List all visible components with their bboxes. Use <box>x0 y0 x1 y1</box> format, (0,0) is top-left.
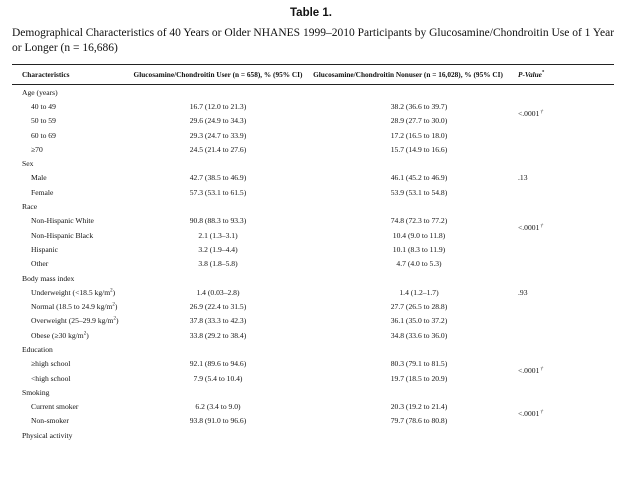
user-value: 3.2 (1.9–4.4) <box>198 244 238 254</box>
table-row <box>12 271 614 285</box>
table-header <box>12 65 614 85</box>
nonuser-value: 1.4 (1.2–1.7) <box>399 287 439 297</box>
row-label: <high school <box>31 373 71 383</box>
table-row <box>12 257 614 271</box>
row-label: Other <box>31 259 49 269</box>
row-label: 40 to 49 <box>31 101 56 111</box>
nonuser-value: 79.7 (78.6 to 80.8) <box>390 416 448 426</box>
row-label: Non-Hispanic Black <box>31 230 94 240</box>
nonuser-value: 10.1 (8.3 to 11.9) <box>392 244 446 254</box>
table-row <box>12 199 614 213</box>
footnote-mark: † <box>540 365 544 372</box>
header-user: Glucosamine/Chondroitin User (n = 658), % (95% CI) <box>130 65 306 85</box>
row-label: 50 to 59 <box>31 116 56 126</box>
row-label: Race <box>22 202 38 212</box>
user-value: 92.1 (89.6 to 94.6) <box>189 359 247 369</box>
table-row <box>12 299 614 313</box>
user-value: 26.9 (22.4 to 31.5) <box>189 302 247 312</box>
table-row <box>12 400 614 414</box>
table-row <box>12 342 614 356</box>
p-value: <.0001† <box>518 222 544 233</box>
row-label: ≥high school <box>31 359 71 369</box>
row-label: Overweight (25–29.9 $kg/m^2$) <box>31 316 119 326</box>
table-row <box>12 314 614 328</box>
row-label: Physical activity <box>22 430 73 440</box>
table-row <box>12 142 614 156</box>
row-label: Hispanic <box>31 244 58 254</box>
table-row <box>12 285 614 299</box>
row-label: Education <box>22 344 53 354</box>
header-characteristics: Characteristics <box>12 65 130 85</box>
user-value: 2.1 (1.3–3.1) <box>198 230 238 240</box>
row-label: Female <box>31 187 54 197</box>
user-value: 57.3 (53.1 to 61.5) <box>189 187 247 197</box>
table-row <box>12 185 614 199</box>
row-label: Obese (≥30 $kg/m^2$) <box>31 330 89 340</box>
table-row <box>12 99 614 113</box>
nonuser-value: 74.8 (72.3 to 77.2) <box>390 216 448 226</box>
row-label: Male <box>31 173 47 183</box>
user-value: 93.8 (91.0 to 96.6) <box>189 416 247 426</box>
nonuser-value: 10.4 (9.0 to 11.8) <box>392 230 446 240</box>
nonuser-value: 38.2 (36.6 to 39.7) <box>390 101 448 111</box>
table-row <box>12 385 614 399</box>
user-value: 42.7 (38.5 to 46.9) <box>189 173 247 183</box>
p-value: .13 <box>518 173 528 183</box>
nonuser-value: 46.1 (45.2 to 46.9) <box>390 173 448 183</box>
user-value: 3.8 (1.8–5.8) <box>198 259 238 269</box>
nonuser-value: 4.7 (4.0 to 5.3) <box>396 259 442 269</box>
table-row <box>12 156 614 170</box>
header-pvalue-mark: * <box>541 70 545 76</box>
footnote-mark: † <box>540 408 544 415</box>
row-label: Sex <box>22 159 34 169</box>
row-label: Current smoker <box>31 402 79 412</box>
table-label: Table 1. <box>290 7 332 19</box>
table-row <box>12 328 614 342</box>
footnote-mark: † <box>540 222 544 229</box>
table-row <box>12 128 614 142</box>
row-label: Body mass index <box>22 273 75 283</box>
p-value: <.0001† <box>518 108 544 119</box>
user-value: 37.8 (33.3 to 42.3) <box>189 316 247 326</box>
table-caption: Demographical Characteristics of 40 Years or Older NHANES 1999–2010 Participants by Glucosamine/Chondroitin Use of 1 Year or Longer (n = 16,686) <box>12 27 615 54</box>
header-row <box>12 65 614 85</box>
row-label: Age (years) <box>22 87 58 97</box>
table-row <box>12 171 614 185</box>
row-label: Normal (18.5 to 24.9 $kg/m^2$) <box>31 302 118 312</box>
user-value: 7.9 (5.4 to 10.4) <box>193 373 243 383</box>
header-pvalue <box>510 65 614 85</box>
nonuser-value: 28.9 (27.7 to 30.0) <box>390 116 448 126</box>
user-value: 29.3 (24.7 to 33.9) <box>189 130 247 140</box>
row-label: ≥70 <box>31 144 43 154</box>
nonuser-value: 20.3 (19.2 to 21.4) <box>390 402 448 412</box>
nonuser-value: 19.7 (18.5 to 20.9) <box>390 373 448 383</box>
row-label: Non-smoker <box>31 416 69 426</box>
nonuser-value: 80.3 (79.1 to 81.5) <box>390 359 448 369</box>
table-row <box>12 214 614 228</box>
user-value: 1.4 (0.03–2.8) <box>196 287 240 297</box>
user-value: 16.7 (12.0 to 21.3) <box>189 101 247 111</box>
user-value: 6.2 (3.4 to 9.0) <box>195 402 241 412</box>
user-value: 33.8 (29.2 to 38.4) <box>189 330 247 340</box>
p-value: .93 <box>518 287 528 297</box>
user-value: 29.6 (24.9 to 34.3) <box>189 116 247 126</box>
table-row <box>12 85 614 100</box>
p-value: <.0001† <box>518 365 544 376</box>
row-label: Underweight (<18.5 $kg/m^2$) <box>31 287 116 297</box>
p-value: <.0001† <box>518 408 544 419</box>
row-label: 60 to 69 <box>31 130 56 140</box>
table-row <box>12 357 614 371</box>
user-value: 24.5 (21.4 to 27.6) <box>189 144 247 154</box>
demographics-table <box>12 64 614 442</box>
row-label: Non-Hispanic White <box>31 216 94 226</box>
nonuser-value: 17.2 (16.5 to 18.0) <box>390 130 448 140</box>
table-row <box>12 428 614 442</box>
nonuser-value: 15.7 (14.9 to 16.6) <box>390 144 448 154</box>
nonuser-value: 36.1 (35.0 to 37.2) <box>390 316 448 326</box>
header-nonuser: Glucosamine/Chondroitin Nonuser (n = 16,028), % (95% CI) <box>306 65 510 85</box>
nonuser-value: 53.9 (53.1 to 54.8) <box>390 187 448 197</box>
user-value: 90.8 (88.3 to 93.3) <box>189 216 247 226</box>
nonuser-value: 27.7 (26.5 to 28.8) <box>390 302 448 312</box>
footnote-mark: † <box>540 108 544 115</box>
row-label: Smoking <box>22 387 50 397</box>
table-row <box>12 242 614 256</box>
nonuser-value: 34.8 (33.6 to 36.0) <box>390 330 448 340</box>
header-pvalue-label: P-Value <box>518 70 542 79</box>
